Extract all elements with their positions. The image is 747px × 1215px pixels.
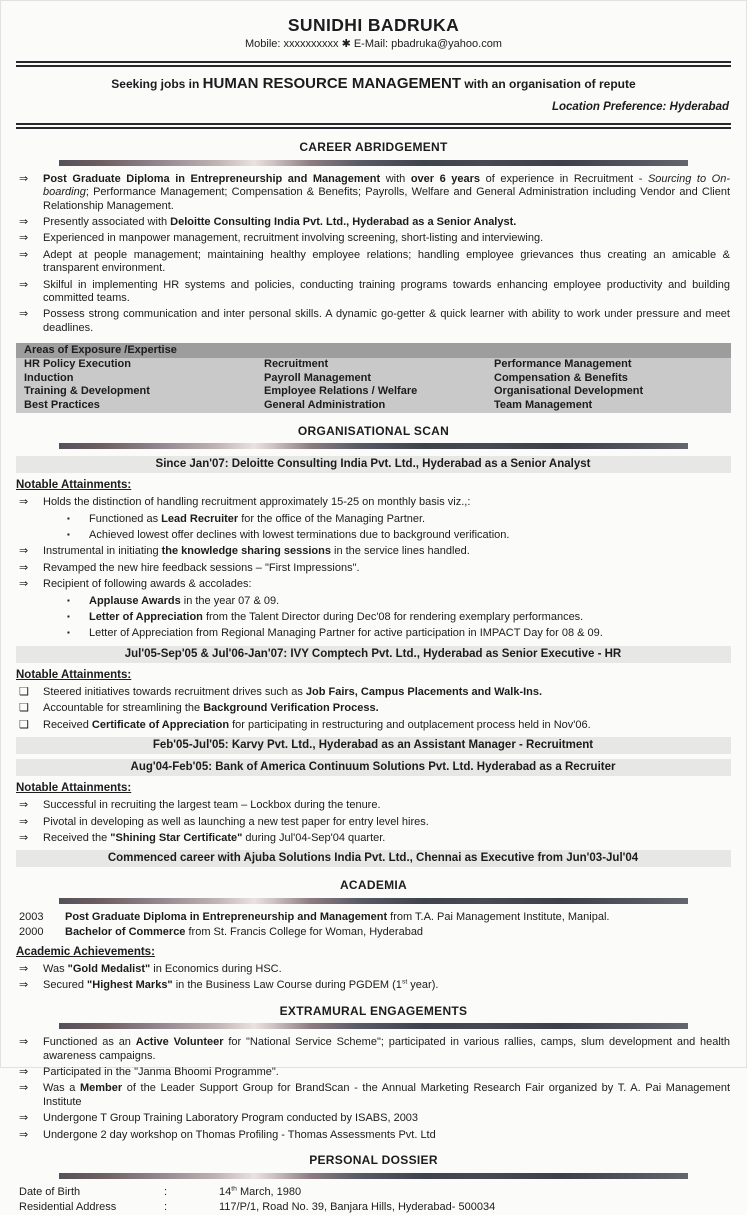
line-text: Received Certificate of Appreciation for participating in restructuring and outplacement process held in Nov'06. [43, 718, 591, 731]
resume-line [16, 173, 731, 213]
dossier-list [16, 1186, 731, 1215]
line-text: Recipient of following awards & accolades: [43, 578, 252, 591]
line-text: Participated in the "Janma Bhoomi Programme". [43, 1066, 279, 1079]
bullet-marker-icon: 2003 [19, 911, 44, 923]
section-divider-bar [59, 160, 688, 166]
resume-line [16, 646, 731, 663]
bullet-marker-icon: ▪ [67, 612, 70, 622]
bullet-marker-icon: ⇒ [19, 496, 29, 509]
location-preference: Location Preference: Hyderabad [551, 101, 729, 114]
expertise-cell: Best Practices [24, 398, 100, 411]
section-title: ORGANISATIONAL SCAN [297, 423, 450, 438]
line-text: Bachelor of Commerce from St. Francis College for Woman, Hyderabad [65, 926, 424, 939]
resume-line [16, 545, 731, 558]
expertise-cell: Training & Development [24, 385, 150, 398]
line-text: Possess strong communication and inter personal skills. A dynamic go-getter & quick learner with ability to work under pressure and meet deadlines. [43, 308, 730, 334]
line-text: Jul'05-Sep'05 & Jul'06-Jan'07: IVY Comptech Pvt. Ltd., Hyderabad as Senior Executive - HR [124, 647, 622, 660]
resume-line [16, 816, 731, 829]
bullet-marker-icon: ⇒ [19, 215, 29, 228]
dossier-key: Date of Birth [19, 1185, 81, 1198]
section-divider-bar [59, 1023, 688, 1029]
bullet-marker-icon: ⇒ [19, 561, 29, 574]
line-text: Undergone T Group Training Laboratory Program conducted by ISABS, 2003 [43, 1112, 419, 1125]
expertise-cell: Employee Relations / Welfare [264, 385, 418, 398]
section-title: ACADEMIA [339, 878, 408, 893]
resume-page [1, 1, 746, 1215]
line-text: Was a Member of the Leader Support Group for BrandScan - the Annual Marketing Research Fair organized by T. A. Pai Management Institute [43, 1082, 730, 1108]
line-text: Since Jan'07: Deloitte Consulting India Pvt. Ltd., Hyderabad as a Senior Analyst [155, 458, 591, 471]
bullet-marker-icon: ⇒ [19, 172, 29, 185]
resume-line [16, 686, 731, 699]
double-rule-divider [16, 123, 731, 129]
resume-line [16, 668, 731, 682]
line-text: Applause Awards in the year 07 & 09. [89, 594, 280, 607]
resume-line [16, 781, 731, 795]
bullet-marker-icon: ⇒ [19, 1036, 29, 1049]
bullet-marker-icon: ⇒ [19, 248, 29, 261]
section-title: CAREER ABRIDGEMENT [299, 140, 448, 155]
line-text: Presently associated with Deloitte Consulting India Pvt. Ltd., Hyderabad as a Senior Analyst. [43, 215, 517, 228]
expertise-cell: Recruitment [264, 358, 329, 371]
section-organisational-scan [16, 424, 731, 868]
resume-line [16, 627, 731, 640]
line-text: Post Graduate Diploma in Entrepreneurship and Management with over 6 years of experience in Recruitment - Sourcing to On-boarding; Performance Management; Compensation & Benefits; Payrolls, Welfare and General Administration including Vendor and Client Relationship Management. [43, 172, 730, 212]
resume-line [16, 1112, 731, 1125]
resume-line [16, 945, 731, 959]
expertise-row [16, 385, 731, 399]
resume-line [16, 279, 731, 306]
line-text: Achieved lowest offer declines with lowest terminations due to background verification. [89, 529, 510, 541]
bullet-marker-icon: ⇒ [19, 799, 29, 812]
expertise-cell: Induction [24, 371, 74, 384]
bullet-marker-icon: 2000 [19, 926, 44, 939]
expertise-cell: HR Policy Execution [24, 358, 131, 371]
contact-line: Mobile: xxxxxxxxxx ✱ E-Mail: pbadruka@yahoo.com [245, 38, 502, 51]
line-text: Received the "Shining Star Certificate" during Jul'04-Sep'04 quarter. [43, 831, 386, 844]
resume-line [16, 737, 731, 754]
line-text: Was "Gold Medalist" in Economics during HSC. [43, 962, 282, 975]
bullet-marker-icon: ⇒ [19, 578, 29, 591]
resume-line [16, 1082, 731, 1109]
resume-line [16, 456, 731, 473]
resume-line [16, 308, 731, 335]
candidate-name: SUNIDHI BADRUKA [287, 15, 460, 35]
double-rule-divider [16, 61, 731, 67]
resume-line [16, 611, 731, 624]
expertise-cell: Team Management [494, 398, 593, 411]
bullet-marker-icon: ▪ [67, 513, 70, 523]
bullet-marker-icon: ⇒ [19, 979, 29, 992]
dossier-value: 14th March, 1980 [219, 1185, 302, 1198]
resume-line [16, 911, 731, 924]
line-text: Instrumental in initiating the knowledge sharing sessions in the service lines handled. [43, 545, 470, 558]
section-divider-bar [59, 443, 688, 449]
line-text: Undergone 2 day workshop on Thomas Profiling - Thomas Assessments Pvt. Ltd [43, 1128, 436, 1141]
line-text: Post Graduate Diploma in Entrepreneurship and Management from T.A. Pai Management Institute, Manipal. [65, 911, 610, 923]
line-text: Notable Attainments: [16, 668, 132, 681]
career-bullet-list [16, 173, 731, 335]
line-text: Pivotal in developing as well as launching a new test paper for entry level hires. [43, 815, 429, 828]
bullet-marker-icon: ⇒ [19, 232, 29, 245]
expertise-cell: Organisational Development [494, 385, 644, 398]
bullet-marker-icon: ⇒ [19, 278, 29, 291]
resume-line [16, 719, 731, 732]
line-text: Feb'05-Jul'05: Karvy Pvt. Ltd., Hyderabad as an Assistant Manager - Recruitment [152, 739, 594, 752]
line-text: Functioned as an Active Volunteer for "National Service Scheme"; participated in various rallies, camps, slum development and health awareness campaigns. [43, 1036, 730, 1062]
line-text: Revamped the new hire feedback sessions – "First Impressions". [43, 561, 360, 574]
bullet-marker-icon: ❑ [19, 702, 29, 715]
bullet-marker-icon: ⇒ [19, 815, 29, 828]
dossier-row [16, 1201, 731, 1214]
line-text: Academic Achievements: [16, 945, 155, 958]
section-title: EXTRAMURAL ENGAGEMENTS [279, 1003, 468, 1018]
expertise-row [16, 372, 731, 386]
section-extramural-engagements [16, 1004, 731, 1142]
section-personal-dossier [16, 1153, 731, 1214]
resume-line [16, 249, 731, 276]
section-divider-bar [59, 1173, 688, 1179]
resume-line [16, 578, 731, 591]
line-text: Successful in recruiting the largest team – Lockbox during the tenure. [43, 799, 381, 812]
section-career-abridgement [16, 140, 731, 412]
resume-line [16, 513, 731, 526]
line-text: Accountable for streamlining the Background Verification Process. [43, 702, 379, 715]
dossier-colon: : [164, 1185, 168, 1198]
resume-line [16, 595, 731, 608]
expertise-table-header: Areas of Exposure /Expertise [16, 343, 731, 358]
bullet-marker-icon: ⇒ [19, 308, 29, 321]
line-text: Aug'04-Feb'05: Bank of America Continuum Solutions Pvt. Ltd. Hyderabad as a Recruiter [130, 761, 616, 774]
expertise-row [16, 399, 731, 413]
resume-line [16, 832, 731, 845]
expertise-table-body [16, 358, 731, 412]
expertise-cell: General Administration [264, 398, 386, 411]
resume-line [16, 979, 731, 992]
resume-line [16, 759, 731, 776]
objective-line: Seeking jobs in HUMAN RESOURCE MANAGEMENT with an organisation of repute [111, 74, 636, 92]
line-text: Experienced in manpower management, recruitment involving screening, short-listing and interviewing. [43, 232, 544, 245]
expertise-cell: Performance Management [494, 358, 632, 371]
resume-line [16, 478, 731, 492]
line-text: Notable Attainments: [16, 782, 132, 795]
dossier-colon: : [164, 1201, 168, 1214]
resume-line [16, 562, 731, 575]
bullet-marker-icon: ⇒ [19, 1082, 29, 1095]
bullet-marker-icon: ⇒ [19, 831, 29, 844]
resume-line [16, 702, 731, 715]
line-text: Letter of Appreciation from the Talent Director during Dec'08 for rendering exemplary performances. [89, 611, 584, 624]
expertise-cell: Compensation & Benefits [494, 371, 628, 384]
line-text: Adept at people management; maintaining healthy employee relations; handling employee grievances thus creating an amicable & transparent environment. [43, 248, 730, 275]
line-text: Steered initiatives towards recruitment drives such as Job Fairs, Campus Placements and Walk-Ins. [43, 685, 543, 698]
bullet-marker-icon: ❑ [19, 718, 29, 731]
dossier-key: Residential Address [19, 1201, 117, 1214]
bullet-marker-icon: ⇒ [19, 962, 29, 975]
academia-list [16, 911, 731, 993]
resume-line [16, 926, 731, 939]
bullet-marker-icon: ⇒ [19, 545, 29, 558]
line-text: Notable Attainments: [16, 479, 132, 492]
resume-line [16, 216, 731, 229]
resume-line [16, 496, 731, 509]
dossier-row [16, 1186, 731, 1199]
resume-line [16, 232, 731, 245]
line-text: Letter of Appreciation from Regional Managing Partner for active participation in IMPACT Day for 08 & 09. [89, 627, 603, 640]
resume-line [16, 1129, 731, 1142]
dossier-value: 117/P/1, Road No. 39, Banjara Hills, Hyderabad- 500034 [219, 1201, 496, 1214]
expertise-cell: Payroll Management [264, 371, 371, 384]
line-text: Holds the distinction of handling recruitment approximately 15-25 on monthly basis viz.,: [43, 496, 471, 509]
resume-line [16, 799, 731, 812]
resume-line [16, 1066, 731, 1079]
line-text: Skilful in implementing HR systems and policies, conducting training programs towards enhancing employee productivity and building committed teams. [43, 278, 730, 304]
bullet-marker-icon: ▪ [67, 530, 70, 539]
line-text: Commenced career with Ajuba Solutions India Pvt. Ltd., Chennai as Executive from Jun'03-Jul'04 [107, 852, 639, 865]
bullet-marker-icon: ▪ [67, 628, 70, 638]
section-academia [16, 878, 731, 992]
extramural-list [16, 1036, 731, 1142]
resume-line [16, 850, 731, 867]
expertise-row [16, 358, 731, 372]
section-divider-bar [59, 898, 688, 904]
resume-line [16, 529, 731, 542]
expertise-table [16, 343, 731, 412]
resume-line [16, 963, 731, 976]
bullet-marker-icon: ⇒ [19, 1066, 29, 1079]
resume-line [16, 1036, 731, 1063]
line-text: Functioned as Lead Recruiter for the office of the Managing Partner. [89, 512, 426, 525]
org-scan-list [16, 456, 731, 867]
section-title: PERSONAL DOSSIER [309, 1153, 438, 1168]
bullet-marker-icon: ⇒ [19, 1128, 29, 1141]
bullet-marker-icon: ❑ [19, 685, 29, 698]
bullet-marker-icon: ▪ [67, 595, 70, 605]
line-text: Secured "Highest Marks" in the Business Law Course during PGDEM (1st year). [43, 978, 439, 992]
bullet-marker-icon: ⇒ [19, 1112, 29, 1125]
